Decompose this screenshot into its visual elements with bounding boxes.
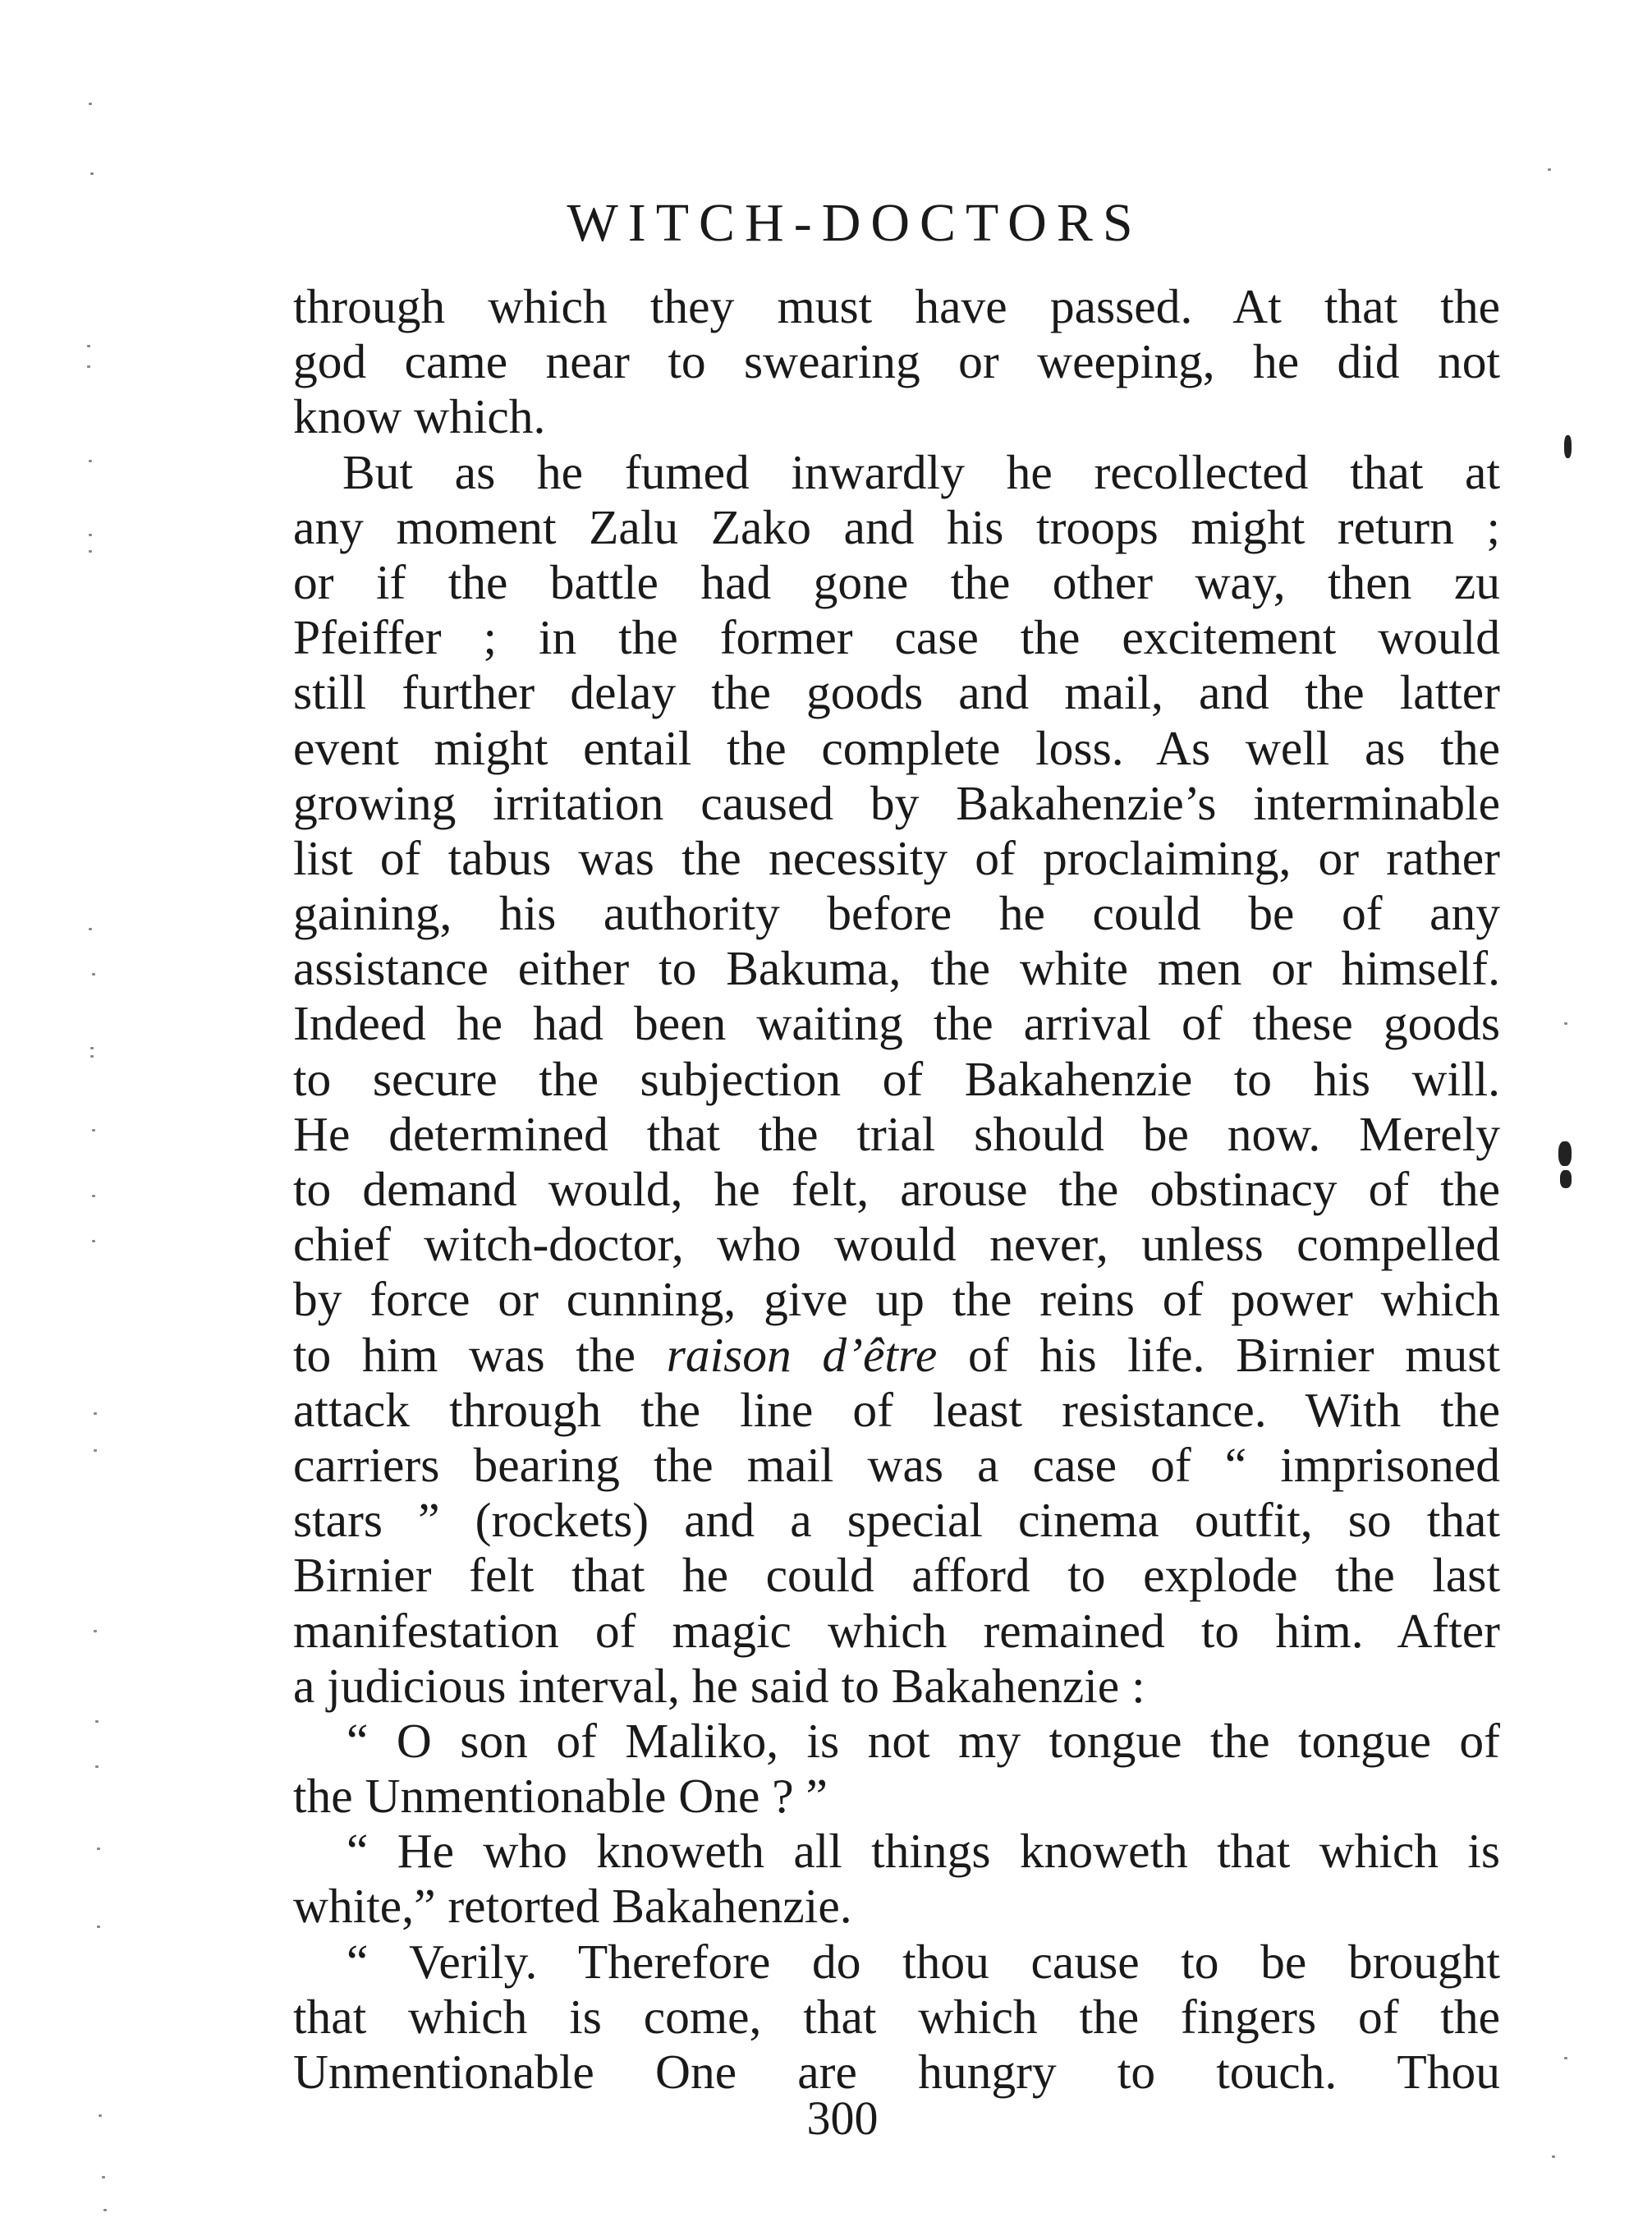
margin-speck [92,1129,95,1132]
text-line: white,” retorted Bakahenzie. [293,1879,852,1934]
margin-speck [90,1055,94,1058]
text-line: any moment Zalu Zako and his troops might return ; [293,499,1500,554]
text-line: Birnier felt that he could afford to explode the last [293,1548,1500,1603]
text-line: assistance either to Bakuma, the white men or himself. [293,941,1500,996]
text-segment: to him was the [293,1327,667,1382]
text-line: list of tabus was the necessity of proclaiming, or rather [293,830,1500,885]
margin-speck [103,2209,107,2211]
text-line: the Unmentionable One ? ” [293,1769,828,1824]
margin-speck [102,2176,105,2178]
margin-speck [89,460,92,462]
text-line: chief witch-doctor, who would never, unless compelled [293,1217,1500,1272]
margin-speck [1564,2057,1567,2059]
text-line: Pfeiffer ; in the former case the excitement would [293,610,1500,665]
text-line: He determined that the trial should be now. Merely [293,1106,1500,1161]
text-line: gaining, his authority before he could be of any [293,886,1500,941]
margin-speck [94,1412,97,1415]
text-line: event might entail the complete loss. As well as the [293,720,1500,775]
margin-speck [97,1848,100,1850]
margin-speck [95,1720,99,1723]
text-line: carriers bearing the mail was a case of “ imprisoned [293,1437,1500,1492]
margin-speck [1564,1022,1567,1025]
margin-speck [1552,2155,1555,2158]
margin-speck [92,1240,95,1242]
margin-speck [92,973,95,975]
text-line: But as he fumed inwardly he recollected that at [342,444,1500,499]
running-head: WITCH-DOCTORS [567,193,1143,253]
text-segment: of his life. Birnier must [937,1327,1500,1382]
margin-speck [90,1047,94,1049]
margin-speck [99,2114,102,2117]
margin-speck [94,1449,97,1452]
margin-speck [89,928,92,930]
text-line: by force or cunning, give up the reins of power which [293,1272,1500,1327]
text-line: a judicious interval, he said to Bakahenzie : [293,1658,1145,1713]
text-line: god came near to swearing or weeping, he did not [293,334,1500,389]
margin-ink-mark [1564,435,1572,458]
text-line-with-italic [293,1328,1500,1383]
text-line: through which they must have passed. At that the [293,279,1500,333]
margin-ink-mark [1558,1141,1572,1166]
text-line: Indeed he had been waiting the arrival of these goods [293,996,1500,1051]
margin-speck [95,1765,99,1768]
text-line: “ O son of Maliko, is not my tongue the tongue of [346,1713,1500,1768]
text-line: growing irritation caused by Bakahenzie’s interminable [293,775,1500,830]
text-line: attack through the line of least resistance. With the [293,1382,1500,1437]
text-line: still further delay the goods and mail, and the latter [293,665,1500,720]
margin-speck [89,534,92,536]
italic-phrase: raison d’être [666,1327,938,1382]
margin-speck [89,550,92,553]
margin-speck [92,1195,95,1197]
body-text [293,279,1500,2100]
text-line: stars ” (rockets) and a special cinema outfit, so that [293,1493,1500,1548]
text-line: “ He who knoweth all things knoweth that which is [346,1824,1500,1879]
text-line: “ Verily. Therefore do thou cause to be brought [346,1934,1500,1989]
margin-speck [89,103,92,105]
page-number: 300 [806,2091,879,2145]
text-line: manifestation of magic which remained to him. After [293,1603,1500,1658]
text-line: Unmentionable One are hungry to touch. Thou [293,2045,1500,2099]
margin-speck [97,1926,100,1928]
margin-speck [94,1630,97,1632]
text-line: or if the battle had gone the other way, then zu [293,554,1500,609]
margin-speck [90,172,94,175]
margin-speck [87,365,90,368]
text-line: to demand would, he felt, arouse the obstinacy of the [293,1162,1500,1216]
margin-ink-mark [1560,1170,1572,1188]
margin-speck [1548,168,1551,171]
text-line: to secure the subjection of Bakahenzie to his will. [293,1051,1500,1106]
text-line: know which. [293,389,546,444]
text-line: that which is come, that which the fingers of the [293,1989,1500,2044]
margin-speck [87,345,90,347]
